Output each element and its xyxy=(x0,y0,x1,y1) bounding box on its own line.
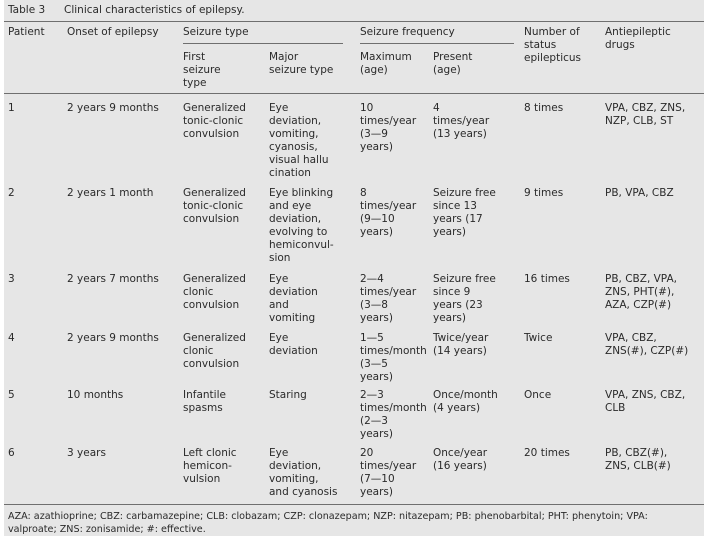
row5-present: Once/month (4 years) xyxy=(433,389,498,414)
row2-drugs: PB, VPA, CBZ xyxy=(605,187,674,199)
row5-status: Once xyxy=(524,389,552,401)
table-sheet xyxy=(4,0,704,536)
row6-patient: 6 xyxy=(8,447,15,459)
row5-maximum: 2—3 times/month (2—3 years) xyxy=(360,389,427,440)
row6-drugs: PB, CBZ(#), ZNS, CLB(#) xyxy=(605,447,671,472)
header-first-seizure-type: First seizure type xyxy=(183,51,221,89)
table-footnote: AZA: azathioprine; CBZ: carbamazepine; CLB: clobazam; CZP: clonazepam; NZP: nitazepam; PB: phenobarbital; PHT: phenytoin; VPA: valproate; ZNS: zonisamide; #: effective. xyxy=(8,511,648,535)
row3-drugs: PB, CBZ, VPA, ZNS, PHT(#), AZA, CZP(#) xyxy=(605,273,677,311)
row6-major-seizure: Eye deviation, vomiting, and cyanosis xyxy=(269,447,338,498)
row4-status: Twice xyxy=(524,332,553,344)
row4-onset: 2 years 9 months xyxy=(67,332,159,344)
header-maximum-age: Maximum (age) xyxy=(360,51,412,76)
row4-patient: 4 xyxy=(8,332,15,344)
header-present-age: Present (age) xyxy=(433,51,473,76)
row3-first-seizure: Generalized clonic convulsion xyxy=(183,273,246,311)
row4-major-seizure: Eye deviation xyxy=(269,332,318,357)
row5-first-seizure: Infantile spasms xyxy=(183,389,226,414)
row1-patient: 1 xyxy=(8,102,15,114)
header-seizure-type: Seizure type xyxy=(183,26,249,38)
row2-present: Seizure free since 13 years (17 years) xyxy=(433,187,496,238)
row1-status: 8 times xyxy=(524,102,564,114)
row1-first-seizure: Generalized tonic-clonic convulsion xyxy=(183,102,246,140)
row3-status: 16 times xyxy=(524,273,570,285)
row5-patient: 5 xyxy=(8,389,15,401)
table-label: Table 3 xyxy=(8,4,46,16)
row5-drugs: VPA, ZNS, CBZ, CLB xyxy=(605,389,686,414)
row2-maximum: 8 times/year (9—10 years) xyxy=(360,187,417,238)
header-bottom-rule xyxy=(4,93,704,94)
header-patient: Patient xyxy=(8,26,45,38)
table-title: Clinical characteristics of epilepsy. xyxy=(64,4,245,16)
row3-major-seizure: Eye deviation and vomiting xyxy=(269,273,318,324)
row1-major-seizure: Eye deviation, vomiting, cyanosis, visual hallu cination xyxy=(269,102,329,179)
row6-status: 20 times xyxy=(524,447,570,459)
row3-onset: 2 years 7 months xyxy=(67,273,159,285)
row3-present: Seizure free since 9 years (23 years) xyxy=(433,273,496,324)
row6-present: Once/year (16 years) xyxy=(433,447,488,472)
header-onset: Onset of epilepsy xyxy=(67,26,159,38)
row5-onset: 10 months xyxy=(67,389,124,401)
seizure-type-subrule xyxy=(183,43,343,44)
row2-first-seizure: Generalized tonic-clonic convulsion xyxy=(183,187,246,225)
table-bottom-rule xyxy=(4,504,704,505)
seizure-frequency-subrule xyxy=(360,43,514,44)
row1-maximum: 10 times/year (3—9 years) xyxy=(360,102,417,153)
row6-first-seizure: Left clonic hemicon- vulsion xyxy=(183,447,237,485)
row1-present: 4 times/year (13 years) xyxy=(433,102,490,140)
row1-drugs: VPA, CBZ, ZNS, NZP, CLB, ST xyxy=(605,102,686,127)
row4-maximum: 1—5 times/month (3—5 years) xyxy=(360,332,427,383)
header-seizure-frequency: Seizure frequency xyxy=(360,26,455,38)
header-status-epilepticus: Number of status epilepticus xyxy=(524,26,582,64)
row4-first-seizure: Generalized clonic convulsion xyxy=(183,332,246,370)
row2-onset: 2 years 1 month xyxy=(67,187,154,199)
row2-major-seizure: Eye blinking and eye deviation, evolving to hemiconvul- sion xyxy=(269,187,334,264)
row2-patient: 2 xyxy=(8,187,15,199)
row6-onset: 3 years xyxy=(67,447,106,459)
row6-maximum: 20 times/year (7—10 years) xyxy=(360,447,417,498)
row5-major-seizure: Staring xyxy=(269,389,307,401)
header-major-seizure-type: Major seizure type xyxy=(269,51,334,76)
row4-present: Twice/year (14 years) xyxy=(433,332,489,357)
header-antiepileptic-drugs: Antiepileptic drugs xyxy=(605,26,671,51)
row4-drugs: VPA, CBZ, ZNS(#), CZP(#) xyxy=(605,332,689,357)
row3-maximum: 2—4 times/year (3—8 years) xyxy=(360,273,417,324)
row1-onset: 2 years 9 months xyxy=(67,102,159,114)
row3-patient: 3 xyxy=(8,273,15,285)
table-title-bar xyxy=(4,0,704,22)
row2-status: 9 times xyxy=(524,187,564,199)
